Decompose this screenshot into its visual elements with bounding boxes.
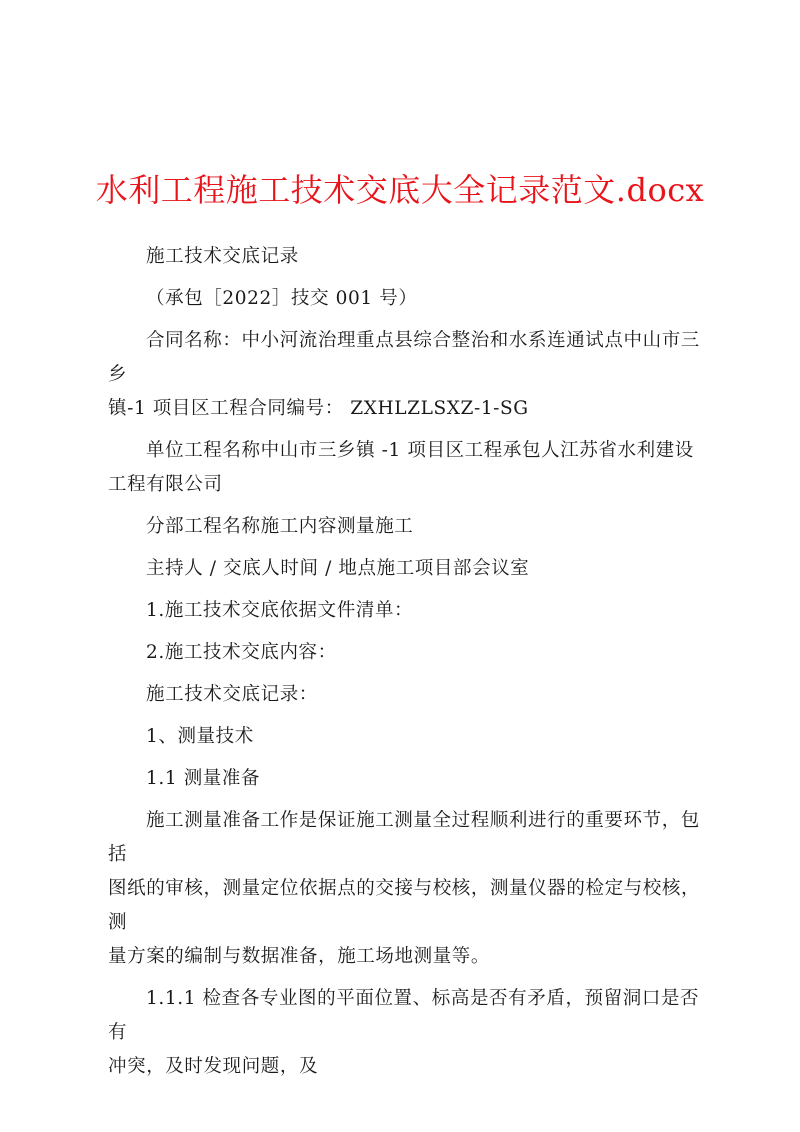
paragraph-basis-list (108, 594, 708, 628)
document-body (108, 240, 708, 1092)
paragraph-record-label (108, 678, 708, 712)
paragraph-line: （承包［2022］技交 001 号） (146, 288, 418, 309)
subsection-heading-preparation (108, 762, 708, 796)
paragraph-contract-name (108, 324, 708, 426)
paragraph-line: 施工技术交底记录 (146, 246, 299, 267)
paragraph-line: 1.1 测量准备 (146, 768, 261, 789)
paragraph-line: 合同名称：中小河流治理重点县综合整治和水系连通试点中山市三乡 (108, 330, 700, 385)
section-heading-survey (108, 720, 708, 754)
paragraph-record-heading (108, 240, 708, 274)
paragraph-host (108, 552, 708, 586)
paragraph-preparation-body (108, 804, 708, 974)
paragraph-sub-project (108, 510, 708, 544)
paragraph-line: 量方案的编制与数据准备，施工场地测量等。 (108, 946, 491, 967)
paragraph-line: 施工测量准备工作是保证施工测量全过程顺利进行的重要环节，包括 (108, 810, 700, 865)
paragraph-contract-number (108, 282, 708, 316)
paragraph-line: 镇-1 项目区工程合同编号： ZXHLZLSXZ-1-SG (108, 398, 529, 419)
paragraph-line: 分部工程名称施工内容测量施工 (146, 516, 414, 537)
document-title: 水利工程施工技术交底大全记录范文.docx (95, 171, 705, 209)
paragraph-check-drawings (108, 982, 708, 1084)
paragraph-line: 2.施工技术交底内容： (146, 642, 337, 663)
paragraph-line: 图纸的审核，测量定位依据点的交接与校核，测量仪器的检定与校核，测 (108, 878, 701, 933)
paragraph-unit-project (108, 434, 708, 502)
paragraph-line: 1.1.1 检查各专业图的平面位置、标高是否有矛盾，预留洞口是否有 (108, 988, 700, 1043)
paragraph-line: 单位工程名称中山市三乡镇 -1 项目区工程承包人江苏省水利建设 (146, 440, 694, 461)
paragraph-line: 施工技术交底记录： (146, 684, 318, 705)
paragraph-line: 1、测量技术 (146, 726, 254, 747)
paragraph-line: 工程有限公司 (108, 474, 223, 495)
paragraph-line: 1.施工技术交底依据文件清单： (146, 600, 414, 621)
paragraph-line: 冲突，及时发现问题，及 (108, 1056, 319, 1077)
paragraph-content (108, 636, 708, 670)
paragraph-line: 主持人 / 交底人时间 / 地点施工项目部会议室 (146, 558, 530, 579)
